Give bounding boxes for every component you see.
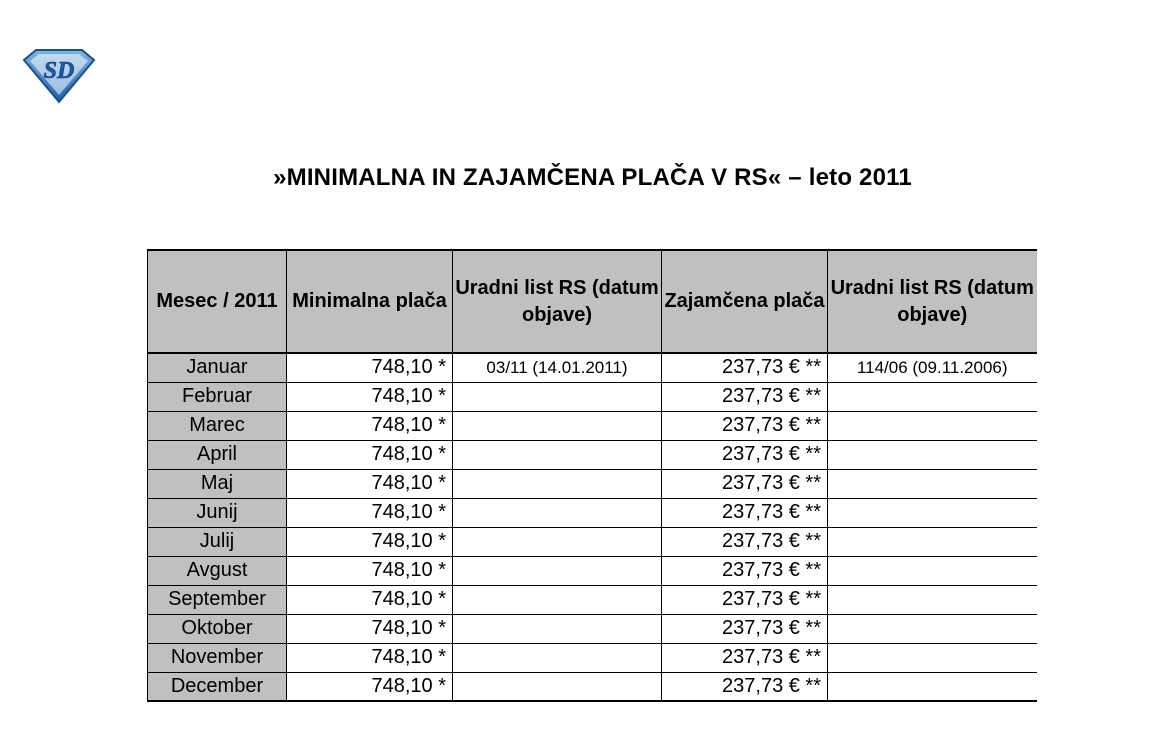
table-header-row <box>148 250 1037 353</box>
table-row <box>148 585 1037 614</box>
header-gazette-minimum: Uradni list RS (datum objave) <box>453 250 662 353</box>
guaranteed-wage-cell: 237,73 € ** <box>662 585 828 614</box>
gazette-minimum-cell <box>453 440 662 469</box>
salary-table <box>147 249 1037 702</box>
gazette-guaranteed-cell: 114/06 (09.11.2006) <box>828 353 1037 382</box>
gazette-guaranteed-cell <box>828 440 1037 469</box>
gazette-guaranteed-cell <box>828 556 1037 585</box>
table-row <box>148 556 1037 585</box>
minimum-wage-cell: 748,10 * <box>287 440 453 469</box>
guaranteed-wage-cell: 237,73 € ** <box>662 353 828 382</box>
header-minimum-wage: Minimalna plača <box>287 250 453 353</box>
gazette-minimum-cell <box>453 411 662 440</box>
guaranteed-wage-cell: 237,73 € ** <box>662 643 828 672</box>
gazette-minimum-cell <box>453 382 662 411</box>
table-row <box>148 643 1037 672</box>
gazette-guaranteed-cell <box>828 411 1037 440</box>
table-row <box>148 527 1037 556</box>
minimum-wage-cell: 748,10 * <box>287 614 453 643</box>
gazette-minimum-cell <box>453 614 662 643</box>
month-cell: Februar <box>148 382 287 411</box>
gazette-guaranteed-cell <box>828 527 1037 556</box>
sd-shield-logo-icon <box>22 48 96 104</box>
minimum-wage-cell: 748,10 * <box>287 643 453 672</box>
gazette-guaranteed-cell <box>828 614 1037 643</box>
gazette-guaranteed-cell <box>828 643 1037 672</box>
guaranteed-wage-cell: 237,73 € ** <box>662 556 828 585</box>
gazette-guaranteed-cell <box>828 585 1037 614</box>
guaranteed-wage-cell: 237,73 € ** <box>662 527 828 556</box>
guaranteed-wage-cell: 237,73 € ** <box>662 411 828 440</box>
gazette-guaranteed-cell <box>828 469 1037 498</box>
month-cell: Oktober <box>148 614 287 643</box>
table-row <box>148 469 1037 498</box>
gazette-guaranteed-cell <box>828 672 1037 701</box>
month-cell: April <box>148 440 287 469</box>
gazette-guaranteed-cell <box>828 498 1037 527</box>
month-cell: Junij <box>148 498 287 527</box>
month-cell: Julij <box>148 527 287 556</box>
gazette-minimum-cell <box>453 643 662 672</box>
gazette-minimum-cell <box>453 469 662 498</box>
sd-logo <box>22 48 96 104</box>
month-cell: Marec <box>148 411 287 440</box>
table-row <box>148 672 1037 701</box>
table-row <box>148 411 1037 440</box>
gazette-minimum-cell <box>453 527 662 556</box>
table-row <box>148 382 1037 411</box>
table-row <box>148 498 1037 527</box>
header-month: Mesec / 2011 <box>148 250 287 353</box>
month-cell: November <box>148 643 287 672</box>
gazette-minimum-cell <box>453 498 662 527</box>
table-row <box>148 440 1037 469</box>
guaranteed-wage-cell: 237,73 € ** <box>662 382 828 411</box>
guaranteed-wage-cell: 237,73 € ** <box>662 614 828 643</box>
minimum-wage-cell: 748,10 * <box>287 556 453 585</box>
minimum-wage-cell: 748,10 * <box>287 353 453 382</box>
minimum-wage-cell: 748,10 * <box>287 469 453 498</box>
minimum-wage-cell: 748,10 * <box>287 411 453 440</box>
guaranteed-wage-cell: 237,73 € ** <box>662 440 828 469</box>
guaranteed-wage-cell: 237,73 € ** <box>662 672 828 701</box>
month-cell: Januar <box>148 353 287 382</box>
page-title: »MINIMALNA IN ZAJAMČENA PLAČA V RS« – leto 2011 <box>273 164 912 191</box>
minimum-wage-cell: 748,10 * <box>287 585 453 614</box>
month-cell: Maj <box>148 469 287 498</box>
gazette-minimum-cell: 03/11 (14.01.2011) <box>453 353 662 382</box>
table-row <box>148 614 1037 643</box>
gazette-minimum-cell <box>453 556 662 585</box>
minimum-wage-cell: 748,10 * <box>287 382 453 411</box>
header-guaranteed-wage: Zajamčena plača <box>662 250 828 353</box>
guaranteed-wage-cell: 237,73 € ** <box>662 498 828 527</box>
logo-text: SD <box>43 58 75 84</box>
minimum-wage-cell: 748,10 * <box>287 498 453 527</box>
table-row <box>148 353 1037 382</box>
gazette-minimum-cell <box>453 585 662 614</box>
minimum-wage-cell: 748,10 * <box>287 527 453 556</box>
minimum-wage-cell: 748,10 * <box>287 672 453 701</box>
gazette-minimum-cell <box>453 672 662 701</box>
month-cell: Avgust <box>148 556 287 585</box>
gazette-guaranteed-cell <box>828 382 1037 411</box>
header-gazette-guaranteed: Uradni list RS (datum objave) <box>828 250 1037 353</box>
month-cell: September <box>148 585 287 614</box>
guaranteed-wage-cell: 237,73 € ** <box>662 469 828 498</box>
month-cell: December <box>148 672 287 701</box>
